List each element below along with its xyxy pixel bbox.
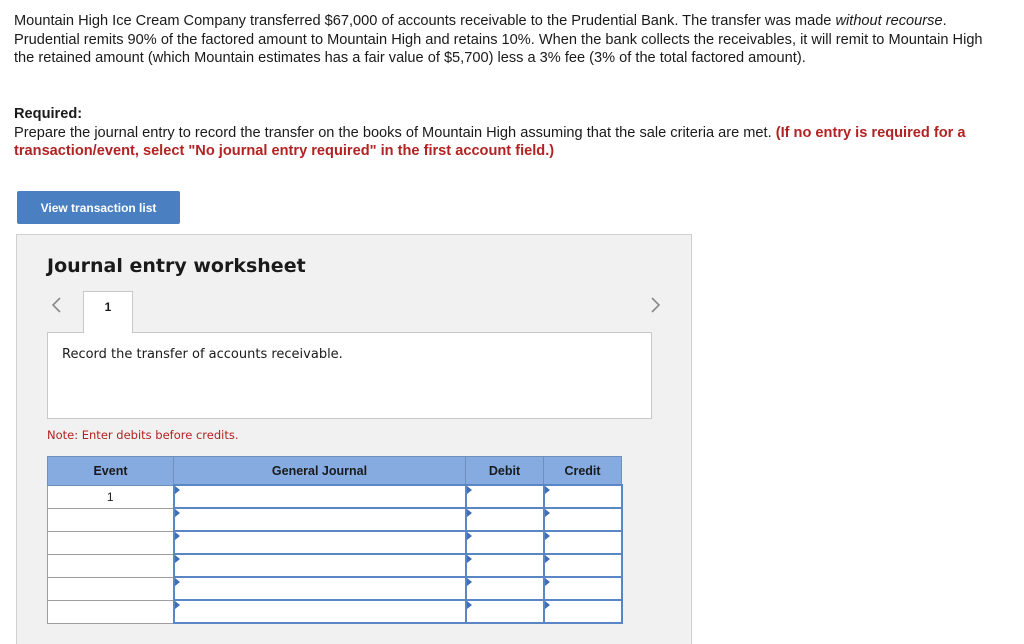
event-cell (48, 531, 174, 554)
debit-field[interactable] (466, 485, 544, 508)
debit-field[interactable] (466, 600, 544, 623)
required-section (14, 105, 1004, 161)
table-row (48, 577, 622, 600)
event-cell (48, 577, 174, 600)
debit-field[interactable] (466, 531, 544, 554)
entry-description-text: Record the transfer of accounts receivable. (62, 347, 343, 362)
credit-field[interactable] (544, 600, 622, 623)
problem-text-italic: without recourse (835, 13, 943, 29)
journal-entry-worksheet (16, 234, 692, 644)
account-field[interactable] (174, 531, 466, 554)
debits-credits-note: Note: Enter debits before credits. (47, 428, 239, 442)
table-row (48, 485, 622, 508)
header-event: Event (48, 457, 174, 486)
header-credit: Credit (544, 457, 622, 486)
event-cell (48, 554, 174, 577)
debit-field[interactable] (466, 508, 544, 531)
account-field[interactable] (174, 554, 466, 577)
account-field[interactable] (174, 577, 466, 600)
credit-field[interactable] (544, 508, 622, 531)
view-transaction-list-button[interactable]: View transaction list (17, 191, 180, 224)
chevron-right-icon[interactable] (647, 295, 663, 317)
worksheet-title: Journal entry worksheet (47, 255, 306, 277)
account-field[interactable] (174, 508, 466, 531)
table-row (48, 508, 622, 531)
required-heading: Required: (14, 106, 83, 122)
table-row (48, 531, 622, 554)
table-row (48, 554, 622, 577)
credit-field[interactable] (544, 531, 622, 554)
problem-text (14, 12, 1004, 68)
required-note-red: (If no entry is required for a transaction/event, select "No journal entry required" in the first account field.) (14, 124, 966, 159)
event-cell: 1 (48, 485, 174, 508)
problem-text-part2: . Prudential remits 90% of the factored amount to Mountain High and retains 10%. When the bank collects the receivables, it will remit to Mountain High the retained amount (which Mountain estimates has a fair value of $5,700) less a 3% fee (3% of the total factored amount). (14, 13, 983, 66)
debit-field[interactable] (466, 554, 544, 577)
required-instruction: Prepare the journal entry to record the transfer on the books of Mountain High assuming that the sale criteria are met. (14, 124, 776, 141)
credit-field[interactable] (544, 554, 622, 577)
header-general-journal: General Journal (174, 457, 466, 486)
table-row (48, 600, 622, 623)
header-debit: Debit (466, 457, 544, 486)
chevron-left-icon[interactable] (49, 295, 65, 317)
tab-entry-1[interactable]: 1 (83, 291, 133, 333)
event-cell (48, 600, 174, 623)
required-text (14, 124, 1004, 161)
credit-field[interactable] (544, 485, 622, 508)
account-field[interactable] (174, 600, 466, 623)
credit-field[interactable] (544, 577, 622, 600)
debit-field[interactable] (466, 577, 544, 600)
journal-table (47, 456, 623, 624)
problem-text-part1: Mountain High Ice Cream Company transferred $67,000 of accounts receivable to the Prudential Bank. The transfer was made (14, 13, 836, 29)
entry-description (47, 332, 652, 419)
problem-statement (14, 12, 1004, 68)
account-field[interactable] (174, 485, 466, 508)
event-cell (48, 508, 174, 531)
journal-header-row (48, 457, 622, 486)
